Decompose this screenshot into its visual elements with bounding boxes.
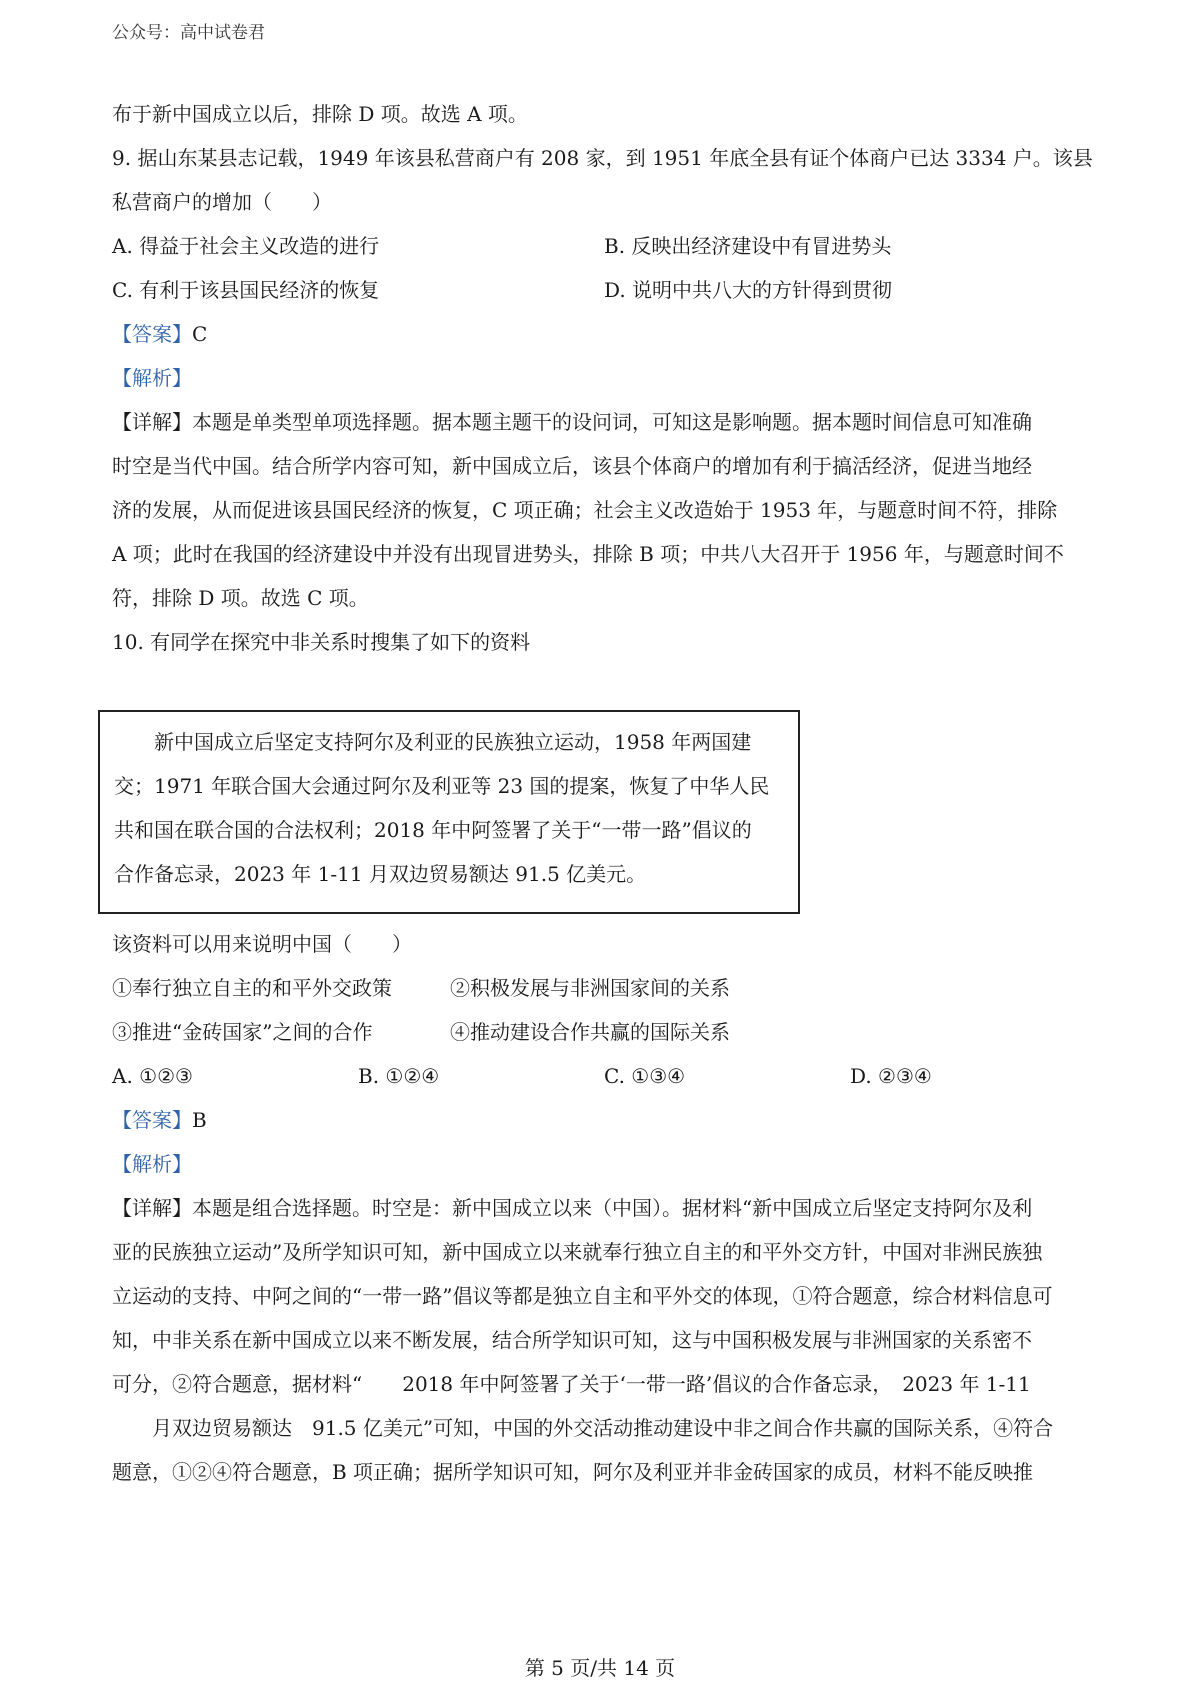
q10-item-4: ④推动建设合作共赢的国际关系 [450,1020,730,1044]
q10-item-1: ①奉行独立自主的和平外交政策 [112,976,392,1000]
q9-detail-line: 时空是当代中国。结合所学内容可知，新中国成立后，该县个体商户的增加有利于搞活经济，促进当地经 [112,454,1032,478]
q10-analysis-tag: 【解析】 [112,1152,192,1176]
material-line: 交；1971 年联合国大会通过阿尔及利亚等 23 国的提案，恢复了中华人民 [114,774,770,798]
q10-detail-line [112,1194,1032,1222]
q10-item-3: ③推进“金砖国家”之间的合作 [112,1020,373,1044]
page-number: 第 5 页/共 14 页 [524,1656,676,1680]
q9-option-d: D. 说明中共八大的方针得到贯彻 [604,278,893,302]
detail-text: 本题是组合选择题。时空是：新中国成立以来（中国）。据材料“新中国成立后坚定支持阿尔及利 [192,1196,1033,1220]
material-line: 合作备忘录，2023 年 1-11 月双边贸易额达 91.5 亿美元。 [114,862,647,886]
answer-value: C [192,322,208,346]
q9-analysis-tag: 【解析】 [112,366,192,390]
q10-question: 该资料可以用来说明中国（ ） [112,932,412,956]
q9-option-a: A. 得益于社会主义改造的进行 [112,234,380,258]
q10-detail-line: 立运动的支持、中阿之间的“一带一路”倡议等都是独立自主和平外交的体现，①符合题意，综合材料信息可 [112,1284,1053,1308]
q9-answer [112,320,207,348]
q9-detail-line: A 项；此时在我国的经济建设中并没有出现冒进势头，排除 B 项；中共八大召开于 1956 年，与题意时间不 [112,542,1064,566]
detail-text: 本题是单类型单项选择题。据本题主题干的设问词，可知这是影响题。据本题时间信息可知准确 [192,410,1032,434]
q10-detail-line: 月双边贸易额达 91.5 亿美元”可知，中国的外交活动推动建设中非之间合作共赢的国际关系，④符合 [112,1416,1054,1440]
q10-detail-line: 亚的民族独立运动”及所学知识可知，新中国成立以来就奉行独立自主的和平外交方针，中国对非洲民族独 [112,1240,1043,1264]
q10-option-d: D. ②③④ [850,1064,932,1088]
answer-tag: 【答案】 [112,1108,192,1132]
q9-option-c: C. 有利于该县国民经济的恢复 [112,278,380,302]
q9-detail-line: 济的发展，从而促进该县国民经济的恢复，C 项正确；社会主义改造始于 1953 年，与题意时间不符，排除 [112,498,1058,522]
q10-detail-line: 知，中非关系在新中国成立以来不断发展，结合所学知识可知，这与中国积极发展与非洲国家的关系密不 [112,1328,1032,1352]
q10-option-b: B. ①②④ [358,1064,440,1088]
q10-answer [112,1106,207,1134]
detail-tag: 【详解】 [112,1196,192,1220]
q9-detail-line: 符，排除 D 项。故选 C 项。 [112,586,369,610]
answer-value: B [192,1108,207,1132]
q10-item-2: ②积极发展与非洲国家间的关系 [450,976,730,1000]
q10-option-c: C. ①③④ [604,1064,686,1088]
question-9-stem-cont: 私营商户的增加（ ） [112,190,332,214]
q10-detail-line: 可分，②符合题意，据材料“ 2018 年中阿签署了关于‘一带一路’倡议的合作备忘录， 2023 年 1-11 [112,1372,1031,1396]
question-10-stem: 10. 有同学在探究中非关系时搜集了如下的资料 [112,630,531,654]
q10-option-a: A. ①②③ [112,1064,193,1088]
q9-detail-line [112,408,1032,436]
answer-tag: 【答案】 [112,322,192,346]
watermark: 公众号：高中试卷君 [112,23,265,43]
material-box [98,710,800,914]
q9-option-b: B. 反映出经济建设中有冒进势头 [604,234,892,258]
material-line: 新中国成立后坚定支持阿尔及利亚的民族独立运动，1958 年两国建 [114,730,752,754]
detail-tag: 【详解】 [112,410,192,434]
material-line: 共和国在联合国的合法权利；2018 年中阿签署了关于“一带一路”倡议的 [114,818,752,842]
text-line: 布于新中国成立以后，排除 D 项。故选 A 项。 [112,102,528,126]
q10-detail-line: 题意，①②④符合题意，B 项正确；据所学知识可知，阿尔及利亚并非金砖国家的成员，材料不能反映推 [112,1460,1034,1484]
question-9-stem: 9. 据山东某县志记载，1949 年该县私营商户有 208 家，到 1951 年底全县有证个体商户已达 3334 户。该县 [112,146,1093,170]
